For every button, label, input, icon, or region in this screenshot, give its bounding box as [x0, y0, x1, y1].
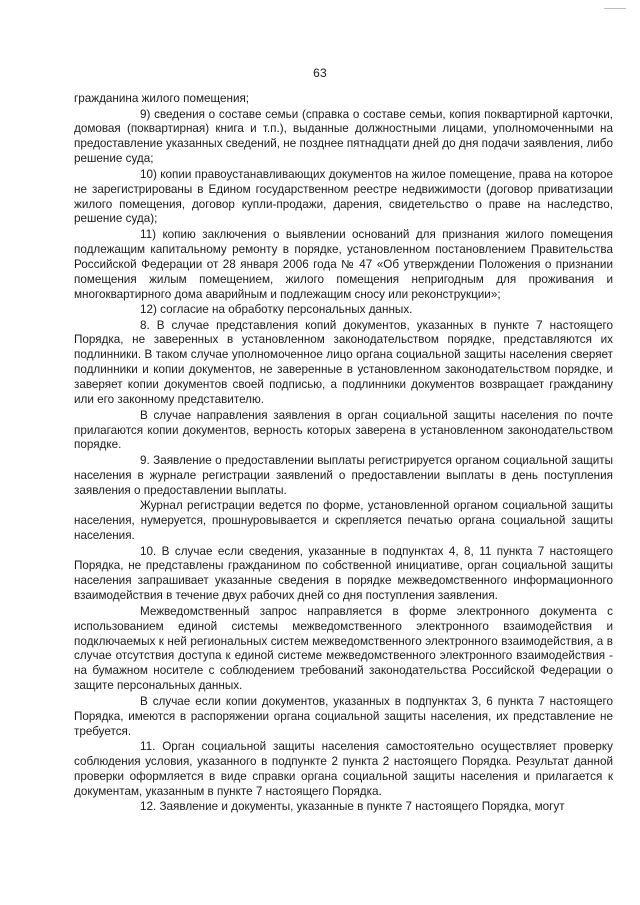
paragraph: 12) согласие на обработку персональных данных.	[140, 303, 413, 317]
paragraph: Журнал регистрации ведется по форме, установленной органом социальной защиты населения, нумеруется, прошнуровывается и скрепляется печатью органа социальной защиты населения.	[74, 499, 613, 543]
paragraph: 11. Орган социальной защиты населения самостоятельно осуществляет проверку соблюдения условия, указанного в подпункте 2 пункта 2 настоящего Порядка. Результат данной проверки оформляется в виде справки органа социальной защиты населения и прилагается к документам, указанным в пункте 7 настоящего Порядка.	[74, 740, 613, 798]
paragraph: 11) копию заключения о выявлении оснований для признания жилого помещения подлежащим капитальному ремонту в порядке, установленном постановлением Правительства Российской Федерации от 28 января 2006 года № 47 «Об утверждении Положения о признании помещения жилым помещением, жилого помещения непригодным для проживания и многоквартирного дома аварийным и подлежащим сносу или реконструкции»;	[74, 227, 613, 301]
paragraph: В случае если копии документов, указанных в подпунктах 3, 6 пункта 7 настоящего Порядка, имеются в распоряжении органа социальной защиты населения, их представление не требуется.	[74, 694, 613, 738]
paragraph: 9. Заявление о предоставлении выплаты регистрируется органом социальной защиты населения в журнале регистрации заявлений о предоставлении выплаты в день поступления заявления о предоставлении выплаты.	[74, 453, 613, 497]
paragraph: 10) копии правоустанавливающих документов на жилое помещение, права на которое не зарегистрированы в Едином государственном реестре недвижимости (договор приватизации жилого помещения, договор купли-продажи, дарения, свидетельство о праве на наследство, решение суда);	[74, 167, 613, 226]
paragraph: Межведомственный запрос направляется в форме электронного документа с использованием единой системы межведомственного электронного взаимодействия и подключаемых к ней региональных систем межведомственного электронного взаимодействия, а в случае отсутствия доступа к единой системе межведомственного электронного взаимодействия - на бумажном носителе с соблюдением требований законодательства Российской Федерации о защите персональных данных.	[74, 604, 613, 693]
paragraph: 8. В случае представления копий документов, указанных в пункте 7 настоящего Порядка, не заверенных в установленном законодательством порядке, представляются их подлинники. В таком случае уполномоченное лицо органа социальной защиты населения сверяет подлинники и копии документов, не заверенные в установленном законодательством порядке, и заверяет копии документов своей подписью, а подлинники документов возвращает гражданину или его законному представителю.	[74, 318, 613, 407]
paragraph: 9) сведения о составе семьи (справка о составе семьи, копия поквартирной карточки, домовая (поквартирная) книга и т.п.), выданные должностными лицами, уполномоченными на предоставление указанных сведений, не позднее пятнадцати дней до дня подачи заявления, либо решение суда;	[74, 107, 613, 166]
paragraph: 12. Заявление и документы, указанные в пункте 7 настоящего Порядка, могут	[140, 800, 565, 814]
paragraph: В случае направления заявления в орган социальной защиты населения по почте прилагаются копии документов, верность которых заверена в установленном законодательством порядке.	[74, 408, 613, 452]
page-number: 63	[313, 66, 327, 80]
paragraph: 10. В случае если сведения, указанные в подпунктах 4, 8, 11 пункта 7 настоящего Порядка, не представлены гражданином по собственной инициативе, орган социальной защиты населения запрашивает указанные сведения в порядке межведомственного информационного взаимодействия в течение двух рабочих дней со дня поступления заявления.	[74, 544, 613, 603]
document-body	[74, 92, 613, 816]
scan-corner-mark	[604, 8, 626, 9]
paragraph: гражданина жилого помещения;	[74, 92, 250, 105]
